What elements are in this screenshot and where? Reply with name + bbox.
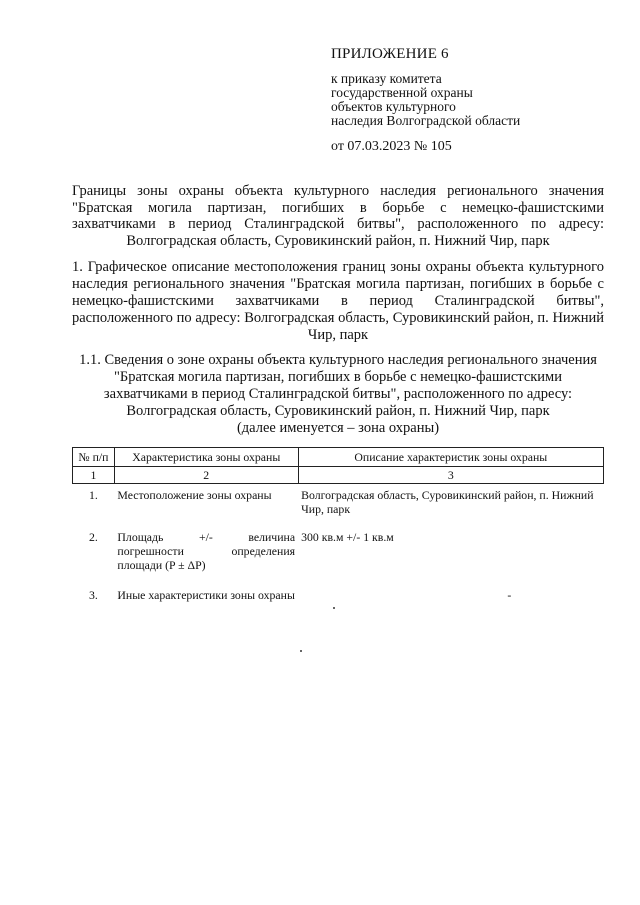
scan-speck [333,607,335,609]
col-number: 1 [73,467,115,484]
order-date-number: от 07.03.2023 № 105 [331,139,452,154]
order-line: наследия Волгоградской области [331,113,521,128]
header-characteristic: Характеристика зоны охраны [114,448,298,467]
table-row [73,484,604,527]
row-characteristic: Иные характеристики зоны охраны [117,588,295,602]
section-1-paragraph: 1. Графическое описание местоположения границ зоны охраны объекта культурного наследия регионального значения "Братская могила партизан, погибших в борьбе с немецко-фашистскими захватчиками в период Сталинградской битвы", расположенного по адресу: Волгоградская область, Суровикинский район, п. Нижний Чир, парк [72,259,604,343]
scan-speck [300,650,302,652]
row-description: Волгоградская область, Суровикинский район, п. Нижний Чир, парк [301,488,594,516]
col-number: 2 [114,467,298,484]
table-row [73,584,604,604]
table-row [73,526,604,584]
section-1-1-note: (далее именуется – зона охраны) [236,420,440,436]
row-description: - [507,588,512,602]
column-numbers-row [73,467,604,484]
row-number: 1. [89,488,98,502]
zone-info-table [72,447,604,604]
order-line: к приказу комитета [331,71,442,86]
row-description: 300 кв.м +/- 1 кв.м [301,530,394,544]
col-number: 3 [298,467,603,484]
section-1-1-paragraph [72,352,604,437]
row-number: 3. [89,588,98,602]
document-title: Границы зоны охраны объекта культурного наследия регионального значения "Братская могила партизан, погибших в борьбе с немецко-фашистскими захватчиками в период Сталинградской битвы", расположенного по адресу: Волгоградская область, Суровикинский район, п. Нижний Чир, парк [72,183,604,249]
table-header-row [73,448,604,467]
order-line: государственной охраны [331,85,473,100]
header-num: № п/п [73,448,115,467]
order-reference [331,72,520,128]
order-line: объектов культурного [331,99,456,114]
row-characteristic: Местоположение зоны охраны [117,488,272,502]
appendix-title: ПРИЛОЖЕНИЕ 6 [331,46,449,62]
row-number: 2. [89,530,98,544]
row-characteristic: Площадь +/- величина погрешности определения площади (P ± ΔP) [117,530,296,572]
section-1-1-text: 1.1. Сведения о зоне охраны объекта культурного наследия регионального значения "Братская могила партизан, погибших в борьбе с немецко-фашистскими захватчиками в период Сталинградской битвы", расположенного по адресу: Волгоградская область, Суровикинский район, п. Нижний Чир, парк [79,352,597,419]
header-description: Описание характеристик зоны охраны [298,448,603,467]
